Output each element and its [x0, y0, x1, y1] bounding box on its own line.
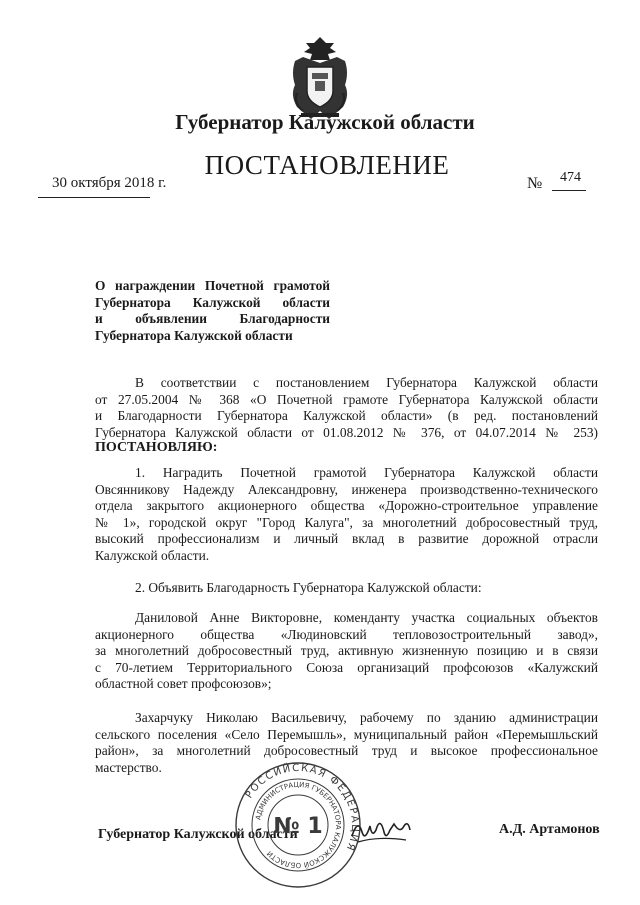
date-underline — [38, 197, 150, 198]
body-line: областной совет профсоюзов»; — [95, 676, 272, 692]
body-line: 2. Объявить Благодарность Губернатора Калужской области: — [135, 580, 482, 595]
number-underline — [552, 190, 586, 191]
body-line: Овсянникову Надежду Александровну, инженера производственно-технического — [95, 481, 598, 497]
document-date: 30 октября 2018 г. — [52, 175, 167, 191]
body-line: с 70-летием Территориального Союза организаций профсоюзов «Калужский — [95, 659, 598, 675]
body-line: район», за многолетний добросовестный труд и высокое профессиональное — [95, 743, 598, 759]
body-line: сельского поселения «Село Перемышль», муниципальный район «Перемышльский — [95, 726, 598, 742]
body-line: Захарчуку Николаю Васильевичу, рабочему по зданию администрации — [135, 710, 598, 725]
document-type-heading: ПОСТАНОВЛЕНИЕ — [204, 150, 450, 180]
preamble-paragraph — [95, 375, 598, 441]
decree-word: ПОСТАНОВЛЯЮ: — [95, 440, 218, 455]
stamp-outer-text: РОССИЙСКАЯ ФЕДЕРАЦИЯ — [243, 762, 361, 854]
body-line: отдела закрытого акционерного общества «Дорожно-строительное управление — [95, 498, 598, 514]
number-label: № — [527, 175, 543, 192]
body-line: высокий профессионализм и личный вклад в развитие дорожной отрасли — [95, 531, 598, 547]
item-2-paragraph — [95, 580, 598, 597]
signatory-position: Губернатор Калужской области — [98, 827, 298, 842]
subject-line: Губернатора Калужской области — [95, 327, 293, 343]
body-line: акционерного общества «Людиновский тепловозостроительный завод», — [95, 626, 598, 642]
subject-line: Губернатора Калужской области — [95, 294, 330, 310]
body-line: № 1», городской округ "Город Калуга", за многолетний добросовестный труд, — [95, 514, 598, 530]
subject-line: и объявлении Благодарности — [95, 311, 330, 326]
item-1-paragraph — [95, 465, 598, 565]
body-line: 1. Наградить Почетной грамотой Губернатора Калужской области — [135, 465, 598, 480]
signatory-name: А.Д. Артамонов — [499, 822, 600, 837]
document-number: 474 — [560, 170, 581, 185]
body-line: Губернатора Калужской области от 01.08.2012 № 376, от 04.07.2014 № 253) — [95, 424, 598, 440]
stamp-inner-text: АДМИНИСТРАЦИЯ ГУБЕРНАТОРА КАЛУЖСКОЙ ОБЛАСТИ — [254, 780, 343, 870]
body-line: Даниловой Анне Викторовне, коменданту участка социальных объектов — [135, 610, 598, 625]
subject-line: О награждении Почетной грамотой — [95, 278, 330, 293]
body-line: за многолетний добросовестный труд, активную жизненную позицию и в связи — [95, 643, 598, 659]
official-stamp-seal — [233, 760, 363, 890]
handwritten-signature — [350, 812, 412, 850]
document-subject — [95, 278, 330, 344]
body-line: мастерство. — [95, 759, 162, 775]
body-line: и Благодарности Губернатора Калужской области» (в ред. постановлений — [95, 408, 598, 424]
stamp-number: № 1 — [273, 814, 323, 839]
body-line: от 27.05.2004 № 368 «О Почетной грамоте Губернатора Калужской области — [95, 391, 598, 407]
issuing-authority-title: Губернатор Калужской области — [175, 110, 475, 134]
recipient-danilova-paragraph — [95, 610, 598, 693]
body-line: Калужской области. — [95, 547, 210, 563]
body-line: В соответствии с постановлением Губернатора Калужской области — [135, 375, 598, 390]
